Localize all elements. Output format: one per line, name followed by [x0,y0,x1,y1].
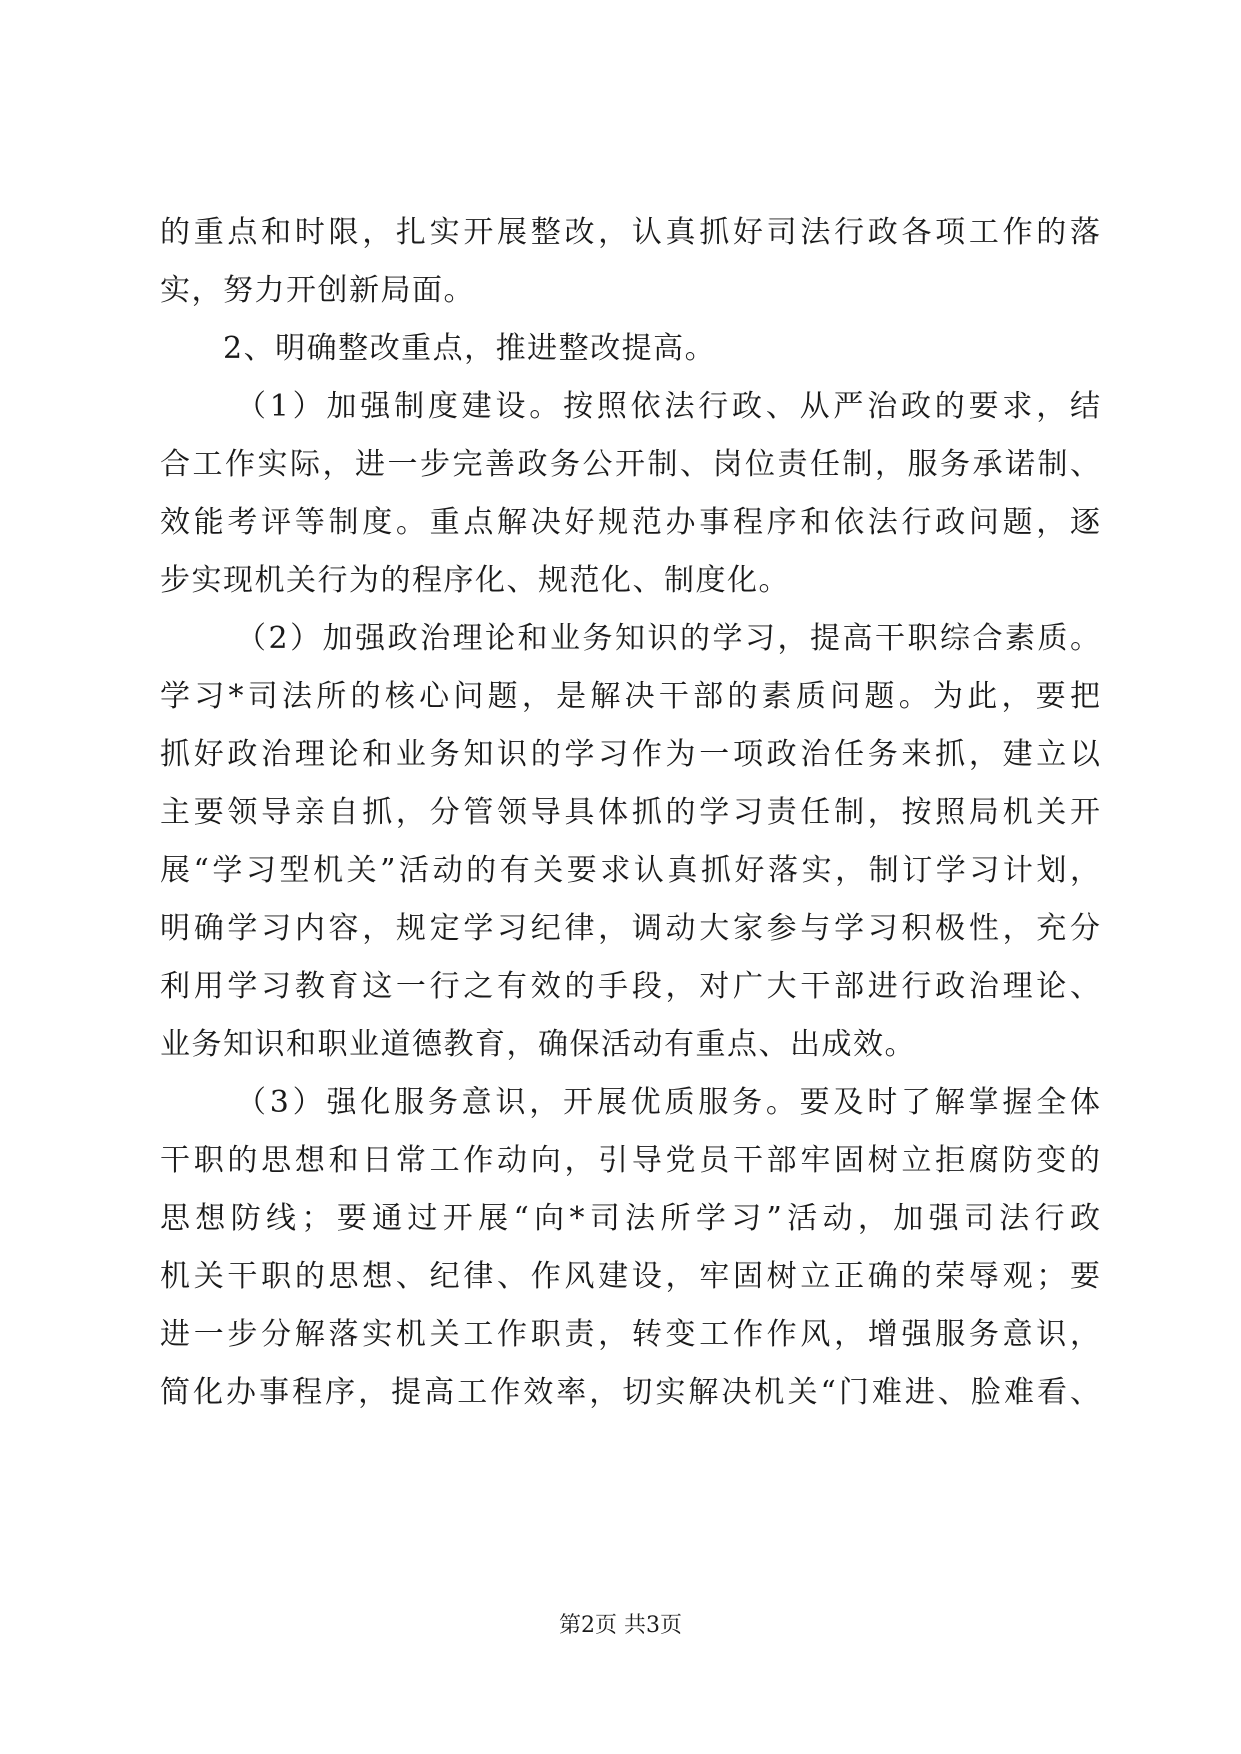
item-2-line-2: 学习*司法所的核心问题，是解决干部的素质问题。为此，要把 [160,679,1100,714]
item-2-line-7: 利用学习教育这一行之有效的手段，对广大干部进行政治理论、 [160,969,1100,1004]
item-3-line-1: （3）强化服务意识，开展优质服务。要及时了解掌握全体 [236,1085,1100,1120]
item-2-line-4: 主要领导亲自抓，分管领导具体抓的学习责任制，按照局机关开 [160,795,1100,830]
section-heading-2: 2、明确整改重点，推进整改提高。 [223,331,717,366]
item-2-line-5: 展“学习型机关”活动的有关要求认真抓好落实，制订学习计划， [160,853,1100,888]
body-line-1: 的重点和时限，扎实开展整改，认真抓好司法行政各项工作的落 [160,215,1100,250]
page-footer: 第2页 共3页 [559,1613,682,1638]
item-1-line-1: （1）加强制度建设。按照依法行政、从严治政的要求，结 [236,389,1100,424]
item-3-line-5: 进一步分解落实机关工作职责，转变工作作风，增强服务意识， [160,1317,1100,1352]
item-2-line-6: 明确学习内容，规定学习纪律，调动大家参与学习积极性，充分 [160,911,1100,946]
item-3-line-3: 思想防线；要通过开展“向*司法所学习”活动，加强司法行政 [160,1201,1100,1236]
item-2-line-1: （2）加强政治理论和业务知识的学习，提高干职综合素质。 [236,621,1100,656]
item-1-line-2: 合工作实际，进一步完善政务公开制、岗位责任制，服务承诺制、 [160,447,1100,482]
item-1-line-3: 效能考评等制度。重点解决好规范办事程序和依法行政问题，逐 [160,505,1100,540]
item-2-line-3: 抓好政治理论和业务知识的学习作为一项政治任务来抓，建立以 [160,737,1100,772]
body-line-2: 实，努力开创新局面。 [160,273,475,308]
item-2-line-8: 业务知识和职业道德教育，确保活动有重点、出成效。 [160,1027,916,1062]
item-3-line-4: 机关干职的思想、纪律、作风建设，牢固树立正确的荣辱观；要 [160,1259,1100,1294]
item-1-line-4: 步实现机关行为的程序化、规范化、制度化。 [160,563,790,598]
item-3-line-2: 干职的思想和日常工作动向，引导党员干部牢固树立拒腐防变的 [160,1143,1100,1178]
item-3-line-6: 简化办事程序，提高工作效率，切实解决机关“门难进、脸难看、 [160,1375,1100,1410]
